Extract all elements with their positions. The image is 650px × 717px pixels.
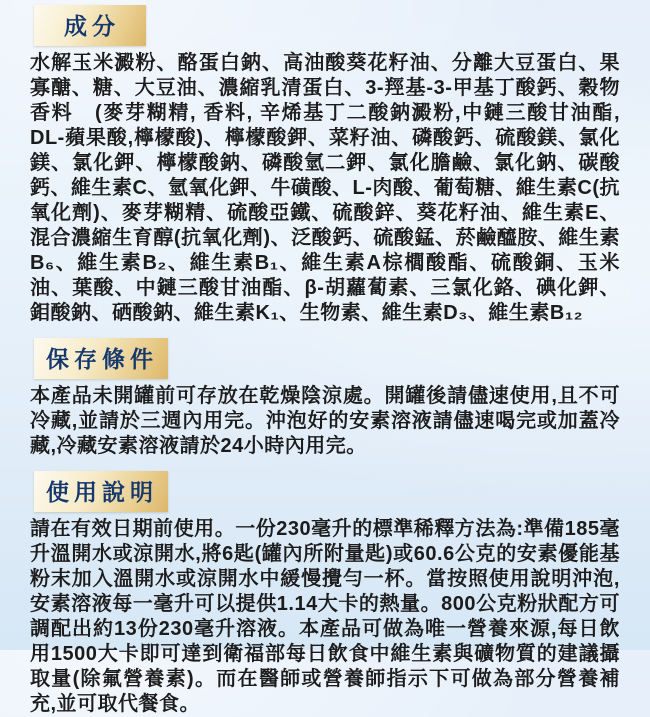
- ingredients-text: 水解玉米澱粉、酪蛋白鈉、高油酸葵花籽油、分離大豆蛋白、果寡醣、糖、大豆油、濃縮乳清蛋白、3-羥基-3-甲基丁酸鈣、穀物香料 (麥芽糊精, 香料, 辛烯基丁二酸鈉澱粉,中鏈三酸甘油酯, DL-蘋果酸,檸檬酸)、檸檬酸鉀、菜籽油、磷酸鈣、硫酸鎂、氯化鎂、氯化鉀、檸檬酸鈉、磷酸氫二鉀、氯化膽鹼、氯化鈉、碳酸鈣、維生素C、氫氧化鉀、牛磺酸、L-肉酸、葡萄糖、維生素C(抗氧化劑)、麥芽糊精、硫酸亞鐵、硫酸鋅、葵花籽油、維生素E、混合濃縮生育醇(抗氧化劑)、泛酸鈣、硫酸錳、菸鹼醯胺、維生素B₆、維生素B₂、維生素B₁、維生素A棕櫚酸酯、硫酸銅、玉米油、葉酸、中鏈三酸甘油酯、β-胡蘿蔔素、三氯化鉻、碘化鉀、鉬酸鈉、硒酸鈉、維生素K₁、生物素、維生素D₃、維生素B₁₂: [30, 52, 620, 324]
- usage-text: 請在有效日期前使用。一份230毫升的標準稀釋方法為:準備185毫升溫開水或涼開水,將6匙(罐內所附量匙)或60.6公克的安素優能基粉末加入溫開水或涼開水中緩慢攪勻一杯。當按照使用說明沖泡,安素溶液每一毫升可以提供1.14大卡的熱量。800公克粉狀配方可調配出約13份230毫升溶液。本產品可做為唯一營養來源,每日飲用1500大卡即可達到衛福部每日飲食中維生素與礦物質的建議攝取量(除氟營養素)。而在醫師或營養師指示下可做為部分營養補充,並可取代餐食。: [30, 518, 620, 715]
- section-title-storage: 保存條件: [34, 338, 168, 379]
- section-ingredients: [30, 5, 620, 326]
- section-storage: [30, 338, 620, 459]
- section-usage: [30, 471, 620, 717]
- section-title-usage: 使用說明: [34, 471, 168, 512]
- storage-text: 本產品未開罐前可存放在乾燥陰涼處。開罐後請儘速使用,且不可冷藏,並請於三週內用完。沖泡好的安素溶液請儘速喝完或加蓋冷藏,冷藏安素溶液請於24小時內用完。: [30, 385, 620, 457]
- section-title-ingredients: 成分: [34, 5, 146, 46]
